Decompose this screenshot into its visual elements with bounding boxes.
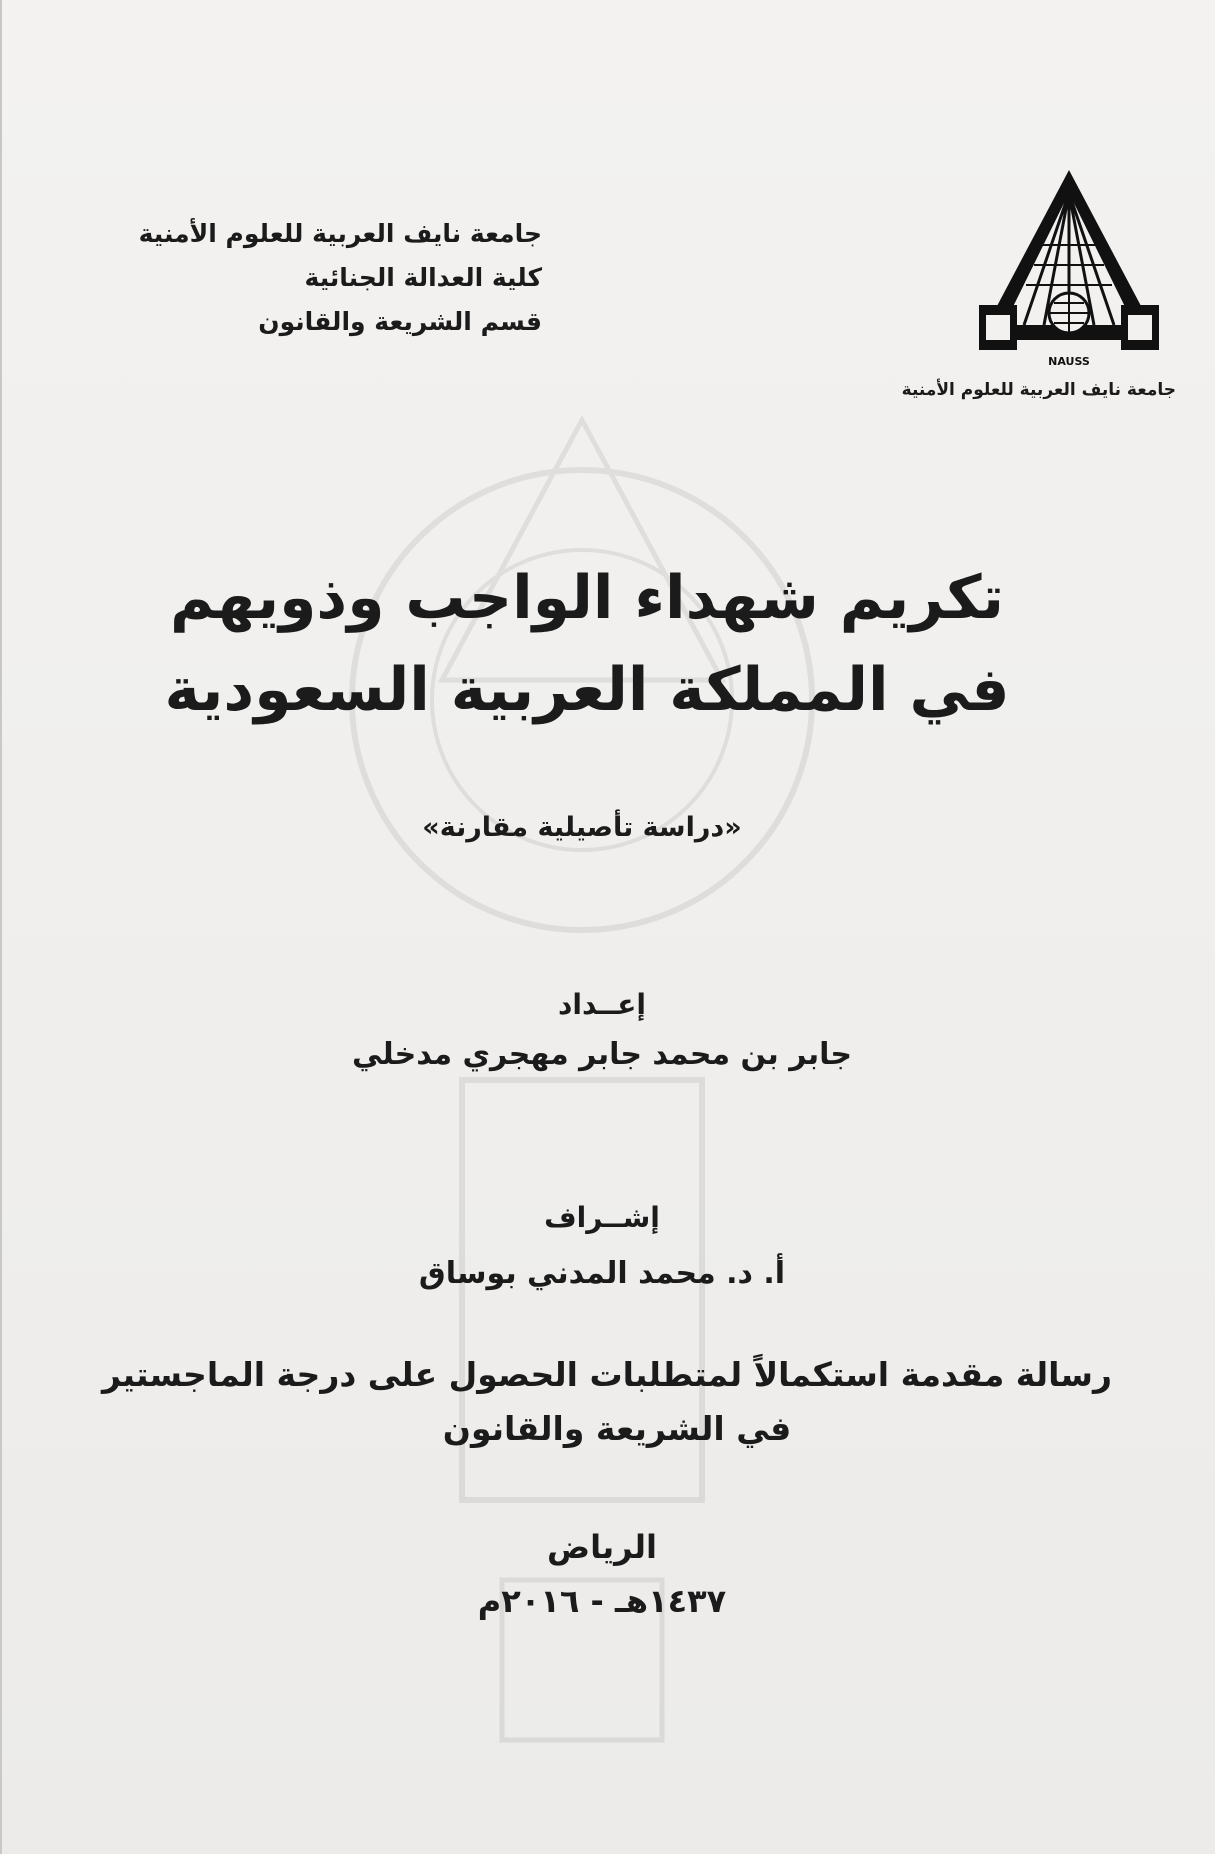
thesis-statement-line-1: رسالة مقدمة استكمالاً لمتطلبات الحصول على درجة الماجستير <box>102 1355 1112 1394</box>
prepared-by-label: إعــداد <box>557 988 646 1021</box>
thesis-statement-line-2: في الشريعة والقانون <box>442 1409 792 1448</box>
prepared-by-block <box>152 980 1052 1080</box>
supervision-block <box>152 1190 1052 1302</box>
place-name: الرياض <box>547 1528 657 1566</box>
author-name: جابر بن محمد جابر مهجري مدخلي <box>351 1037 853 1072</box>
department-name: قسم الشريعة والقانون <box>258 307 542 336</box>
nauss-pyramid-logo-icon <box>901 165 1176 405</box>
publication-date: ١٤٣٧هـ - ٢٠١٦م <box>477 1582 727 1620</box>
title-line-1: تكريم شهداء الواجب وذويهم <box>169 563 1005 633</box>
thesis-title <box>152 552 1022 736</box>
thesis-subtitle: «دراسة تأصيلية مقارنة» <box>422 812 742 843</box>
logo-mark: NAUSS <box>1048 355 1090 368</box>
supervisor-name: أ. د. محمد المدني بوساق <box>418 1256 786 1291</box>
place-date-block <box>152 1520 1052 1628</box>
logo-caption: جامعة نايف العربية للعلوم الأمنية <box>901 380 1176 400</box>
college-name: كلية العدالة الجنائية <box>304 263 542 292</box>
thesis-statement <box>102 1348 1112 1456</box>
university-name: جامعة نايف العربية للعلوم الأمنية <box>138 219 542 248</box>
supervision-label: إشــراف <box>544 1201 660 1234</box>
institution-block <box>138 212 542 344</box>
title-line-2: في المملكة العربية السعودية <box>164 655 1010 725</box>
